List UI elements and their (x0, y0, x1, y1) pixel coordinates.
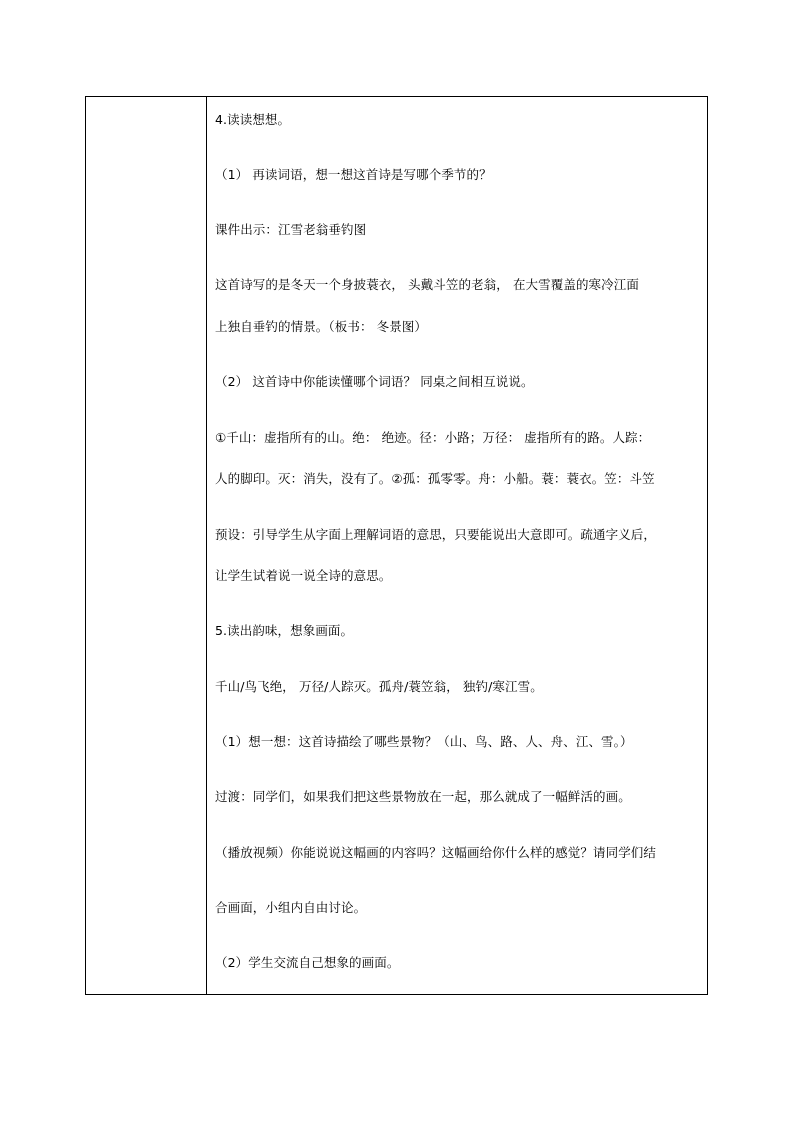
lesson-plan-table (85, 96, 708, 995)
courseware-note: 课件出示：江雪老翁垂钓图 (215, 222, 367, 237)
table-left-column (86, 97, 207, 994)
preset-line-2: 让学生试着说一说全诗的意思。 (215, 568, 392, 583)
table-content-column (207, 97, 707, 994)
vocabulary-line-1: ①千山：虚指所有的山。绝： 绝迹。径：小路；万径： 虚指所有的路。人踪： (215, 430, 651, 445)
question-2: （2） 这首诗中你能读懂哪个词语？ 同桌之间相互说说。 (215, 374, 534, 389)
step-4-heading: 4.读读想想。 (215, 112, 291, 127)
video-prompt-line-1: （播放视频）你能说说这幅画的内容吗？这幅画给你什么样的感觉？请同学们结 (215, 845, 657, 860)
explanation-line-1: 这首诗写的是冬天一个身披蓑衣， 头戴斗笠的老翁， 在大雪覆盖的寒冷江面 (215, 277, 639, 292)
step-5-heading: 5.读出韵味，想象画面。 (215, 623, 354, 638)
vocabulary-line-2: 人的脚印。灭：消失，没有了。②孤：孤零零。舟：小船。蓑：蓑衣。笠：斗笠 (215, 471, 655, 486)
preset-line-1: 预设：引导学生从字面上理解词语的意思，只要能说出大意即可。疏通字义后， (215, 527, 657, 542)
student-exchange: （2）学生交流自己想象的画面。 (215, 955, 400, 970)
explanation-line-2: 上独自垂钓的情景。（板书： 冬景图） (215, 319, 428, 334)
poem-rhythm: 千山/鸟飞绝， 万径/人踪灭。孤舟/蓑笠翁， 独钓/寒江雪。 (215, 679, 543, 694)
think-question: （1）想一想：这首诗描绘了哪些景物？（山、鸟、路、人、舟、江、雪。） (215, 734, 633, 749)
transition-text: 过渡：同学们，如果我们把这些景物放在一起，那么就成了一幅鲜活的画。 (215, 789, 631, 804)
question-1: （1） 再读词语，想一想这首诗是写哪个季节的？ (215, 167, 492, 182)
video-prompt-line-2: 合画面，小组内自由讨论。 (215, 900, 367, 915)
